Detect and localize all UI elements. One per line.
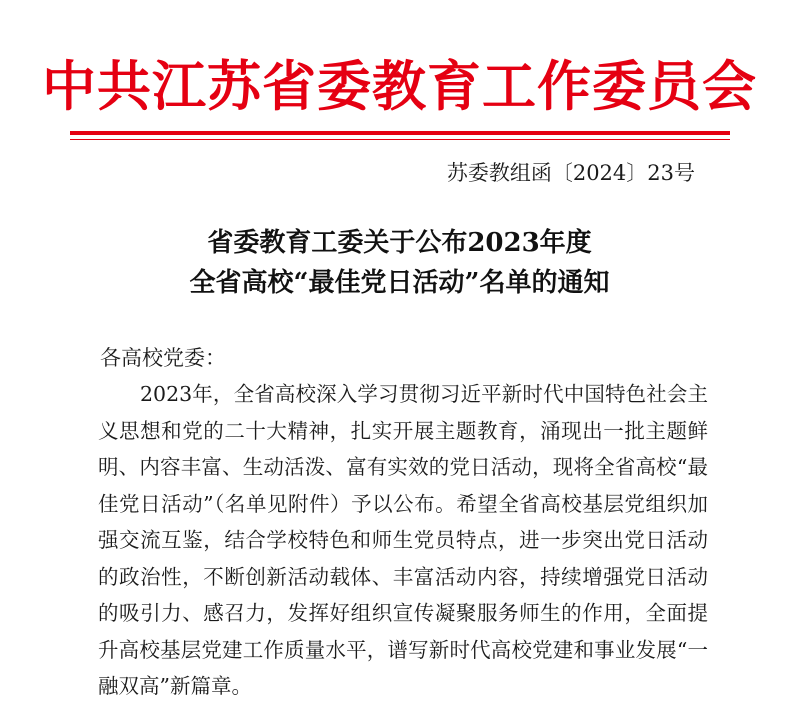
document-number: 苏委教组函〔2024〕23号 [446,161,695,185]
body-paragraph: 2023年，全省高校深入学习贯彻习近平新时代中国特色社会主义思想和党的二十大精神，扎实开展主题教育，涌现出一批主题鲜明、内容丰富、生动活泼、富有实效的党日活动，现将全省高校“最佳党日活动”（名单见附件）予以公布。希望全省高校基层党组织加强交流互鉴，结合学校特色和师生党员特点，进一步突出党日活动的政治性，不断创新活动载体、丰富活动内容，持续增强党日活动的吸引力、感召力，发挥好组织宣传凝聚服务师生的作用，全面提升高校基层党建工作质量水平，谱写新时代高校党建和事业发展“一融双高”新篇章。 [98,382,708,698]
document-title-line-2: 全省高校“最佳党日活动”名单的通知 [189,268,610,298]
salutation: 各高校党委： [100,346,226,370]
red-divider-thin [70,139,730,140]
document-title-line-1: 省委教育工委关于公布2023年度 [207,228,592,258]
red-divider-thick [70,131,730,135]
masthead-title: 中共江苏省委教育工作委员会 [42,55,757,118]
